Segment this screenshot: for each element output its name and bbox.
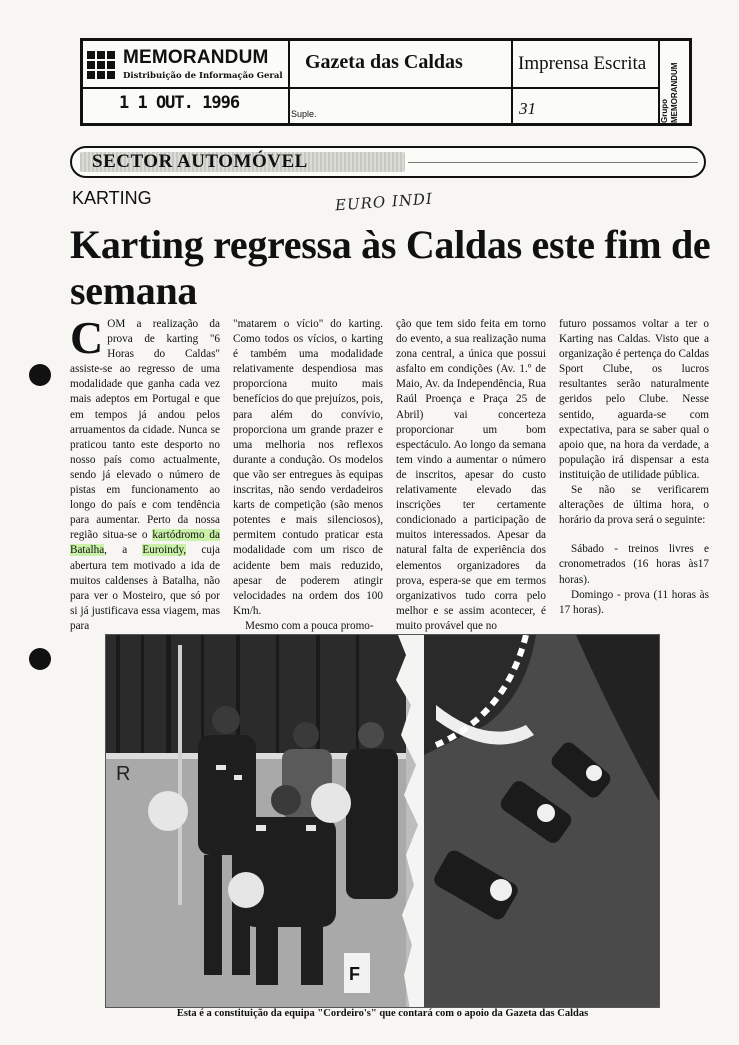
banner-rule: [408, 162, 698, 163]
photo-caption: Esta é a constituição da equipa "Cordeiro's" que contará com o apoio da Gazeta das Caldas: [176, 1008, 589, 1019]
highlighted-text: Euroindy,: [142, 544, 187, 557]
memorandum-logo: [87, 45, 287, 87]
logo-grid-icon: [87, 51, 115, 79]
column-4: [559, 317, 709, 618]
highlighted-text: kartódromo da Batalha: [70, 529, 220, 557]
clipping-header: [80, 38, 692, 126]
paragraph: futuro possamos voltar a ter o Karting nas Caldas. Visto que a organização é pertença do Caldas Sport Clube, os lucros resultantes serão naturalmente geridos pelo Clube. Nesse sentido, aguarda-se com expectativa, para se saber qual o apoio que, na hora da verdade, a população irá dispensar a esta instituição de utilidade pública.: [559, 318, 709, 481]
body-text: cuja abertura tem motivado a ida de muitos caldenses à Batalha, não para ver o Mosteiro, que só por si já justificava essa viagem, mas para: [70, 544, 220, 632]
paragraph: "matarem o vício" do karting. Como todos os vícios, o karting é também uma modalidade relativamente despendiosa mas proporciona muito mais benefícios do que prejuízos, pois, para além do convívio, proporciona um grande prazer e uma melhoria nos reflexos durante a condução. Os modelos que vão ser entregues às equipas inscritas, não sendo verdadeiros karts de competição (são menos potentes e mais silenciosos), permitem contudo praticar esta modalidade com um risco de acidente bem mais reduzido, apesar de poderem atingir velocidades na ordem dos 100 Km/h.: [233, 318, 383, 617]
punch-hole: [29, 364, 51, 386]
section-banner: [70, 146, 706, 178]
handwritten-note: EURO INDI: [334, 189, 434, 215]
paragraph: ção que tem sido feita em torno do evento, a sua realização numa zona central, a única que possui asfalto em condições (Av. 1.º de Maio, Av. da Independência, Rua Raúl Proença e Praça 25 de Abril) vai concerteza proporcionar um bom espectáculo. Ao longo da semana tem vindo a aumentar o número de inscritos, apesar do custo relativamente elevado das inscrições ter certamente condicionado a participação de muitos interessados. Apesar da natural falta de experiência dos elementos organizadores da prova, espera-se que em termos organizativos tudo corra pelo melhor e se assim acontecer, é muito provável que no: [396, 318, 546, 632]
body-text: OM a realização da prova de karting "6 Horas do Caldas" assiste-se ao regresso de uma modalidade que ganha cada vez mais adeptos em Portugal e que em tempos já andou pelos arruamentos da cidade. Nunca se praticou tanto este desporto no nosso país como actualmente, sendo já elevado o número de pistas em funcionamento ao longo do país e com tendência para aumentar. Perto da nossa região situa-se o: [70, 318, 220, 542]
paragraph: Se não se verificarem alterações de última hora, o horário da prova será o seguinte:: [559, 484, 709, 527]
punch-hole: [29, 648, 51, 670]
svg-text:F: F: [349, 964, 360, 984]
column-2: [233, 317, 383, 634]
date-stamp: 1 1 OUT. 1996: [119, 93, 240, 113]
publication-name: Gazeta das Caldas: [305, 51, 463, 73]
body-text: , a: [104, 544, 143, 557]
paragraph: Sábado - treinos livres e cronometrados (16 horas às17 horas).: [559, 543, 709, 586]
team-photo: [105, 634, 660, 1008]
column-1: [70, 312, 220, 634]
paragraph: Mesmo com a pouca promo-: [245, 619, 374, 632]
svg-text:R: R: [116, 763, 131, 785]
divider: [288, 41, 290, 123]
divider: [511, 41, 513, 123]
section-title: SECTOR AUTOMÓVEL: [92, 151, 308, 172]
article-body: [70, 312, 710, 632]
vertical-brand: Grupo MEMORANDUM: [660, 62, 679, 123]
media-type: Imprensa Escrita: [518, 53, 647, 74]
headline: Karting regressa às Caldas este fim de semana: [70, 222, 711, 313]
logo-title: MEMORANDUM: [123, 47, 269, 68]
column-3: [396, 317, 546, 634]
photo-illustration: [106, 635, 660, 1008]
logo-subtitle: Distribuição de Informação Geral: [123, 71, 283, 81]
divider: [83, 87, 658, 89]
dropcap: C: [70, 312, 104, 363]
kicker: KARTING: [72, 188, 152, 208]
page-number: 31: [519, 99, 536, 118]
supplement-label: Suple.: [291, 109, 317, 119]
paragraph: Domingo - prova (11 horas às 17 horas).: [559, 588, 709, 616]
